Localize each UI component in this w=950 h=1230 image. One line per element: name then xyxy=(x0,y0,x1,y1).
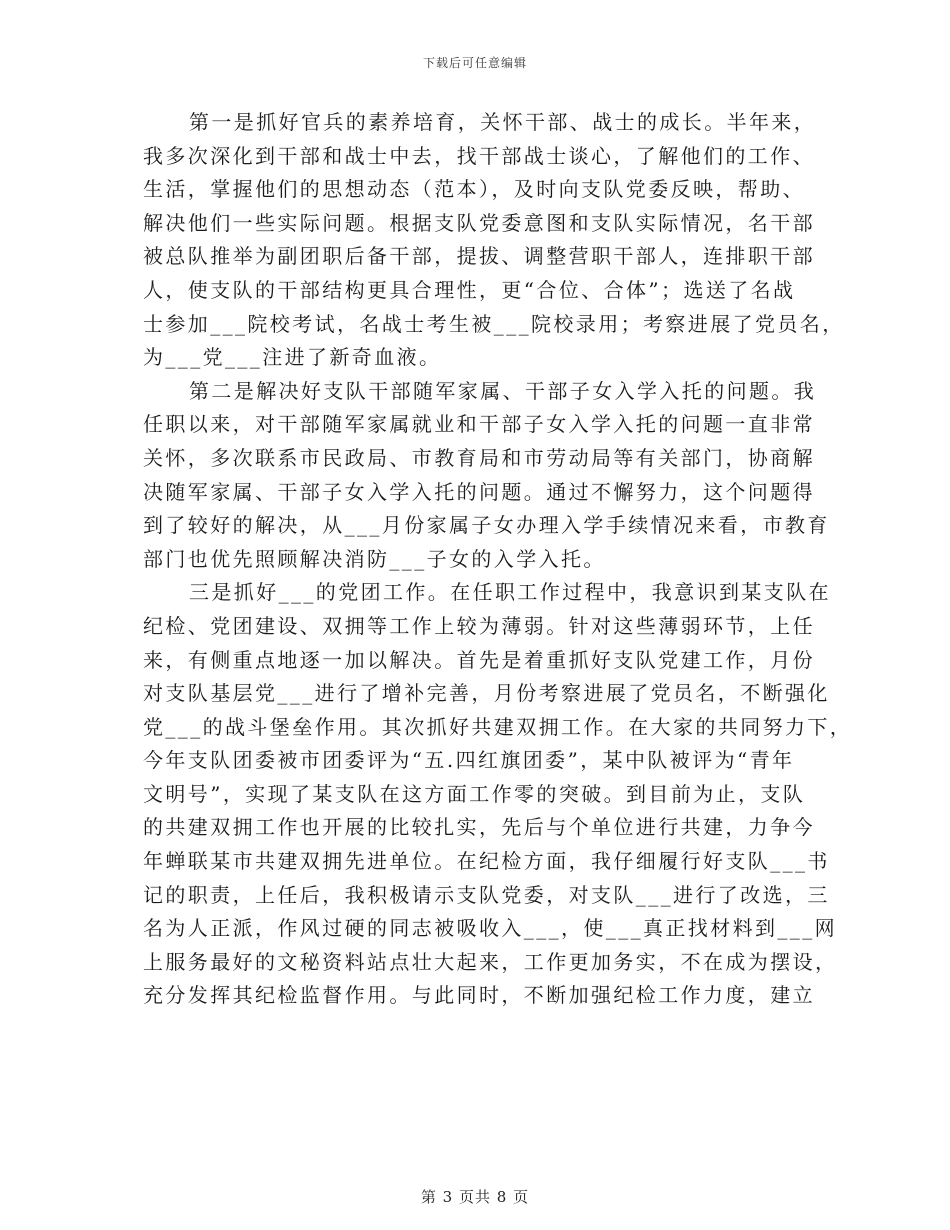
text-line: 上服务最好的文秘资料站点壮大起来，工作更加务实，不在成为摆设， xyxy=(143,949,838,974)
document-body xyxy=(143,106,853,1013)
text-line: 名为人正派，作风过硬的同志被吸收入___，使___真正找材料到___网 xyxy=(143,916,837,941)
text-line: 今年支队团委被市团委评为“五.四红旗团委”，某中队被评为“青年 xyxy=(143,748,795,773)
page-footer: 第 3 页共 8 页 xyxy=(420,1188,530,1206)
text-line: 任职以来，对干部随军家属就业和干部子女入学入托的问题一直非常 xyxy=(143,412,815,437)
paragraph-1 xyxy=(143,106,845,375)
text-line: 生活，掌握他们的思想动态（范本），及时向支队党委反映，帮助、 xyxy=(143,177,805,202)
text-line: 到了较好的解决，从___月份家属子女办理入学手续情况来看，市教育 xyxy=(143,513,830,538)
text-line: 来，有侧重点地逐一加以解决。首先是着重抓好支队党建工作，月份 xyxy=(143,647,815,672)
paragraph-2 xyxy=(143,375,830,577)
text-line: 部门也优先照顾解决消防___子女的入学入托。 xyxy=(143,546,606,571)
text-line: 纪检、党团建设、双拥等工作上较为薄弱。针对这些薄弱环节，上任 xyxy=(143,613,815,638)
text-line: 第二是解决好支队干部随军家属、干部子女入学入托的问题。我 xyxy=(189,378,817,403)
text-line: 记的职责，上任后，我积极请示支队党委，对支队___进行了改选，三 xyxy=(143,882,830,907)
text-line: 党___的战斗堡垒作用。其次抓好共建双拥工作。在大家的共同努力下， xyxy=(143,714,853,739)
text-line: 决随军家属、干部子女入学入托的问题。通过不懈努力，这个问题得 xyxy=(143,479,815,504)
text-line: 的共建双拥工作也开展的比较扎实，先后与个单位进行共建，力争今 xyxy=(143,815,815,840)
paragraph-3 xyxy=(143,576,853,1013)
text-line: 我多次深化到干部和战士中去，找干部战士谈心，了解他们的工作、 xyxy=(143,143,815,168)
text-line: 被总队推举为副团职后备干部，提拔、调整营职干部人，连排职干部 xyxy=(143,244,815,269)
text-line: 关怀，多次联系市民政局、市教育局和市劳动局等有关部门，协商解 xyxy=(143,445,815,470)
page-header: 下载后可任意编辑 xyxy=(422,56,527,70)
text-line: 解决他们一些实际问题。根据支队党委意图和支队实际情况，名干部 xyxy=(143,210,815,235)
text-line: 充分发挥其纪检监督作用。与此同时，不断加强纪检工作力度，建立 xyxy=(143,983,815,1008)
text-line: 士参加___院校考试，名战士考生被___院校录用；考察进展了党员名， xyxy=(143,311,845,336)
text-line: 对支队基层党___进行了增补完善，月份考察进展了党员名，不断强化 xyxy=(143,681,830,706)
text-line: 第一是抓好官兵的素养培育，关怀干部、战士的成长。半年来， xyxy=(189,110,817,134)
text-line: 人，使支队的干部结构更具合理性，更“合位、合体”；选送了名战 xyxy=(143,277,796,302)
text-line: 年蝉联某市共建双拥先进单位。在纪检方面，我仔细履行好支队___书 xyxy=(143,849,830,874)
text-line: 三是抓好___的党团工作。在任职工作过程中，我意识到某支队在 xyxy=(189,580,831,605)
text-line: 文明号”，实现了某支队在这方面工作零的突破。到目前为止，支队 xyxy=(143,781,806,806)
text-line: 为___党___注进了新奇血液。 xyxy=(143,345,442,370)
